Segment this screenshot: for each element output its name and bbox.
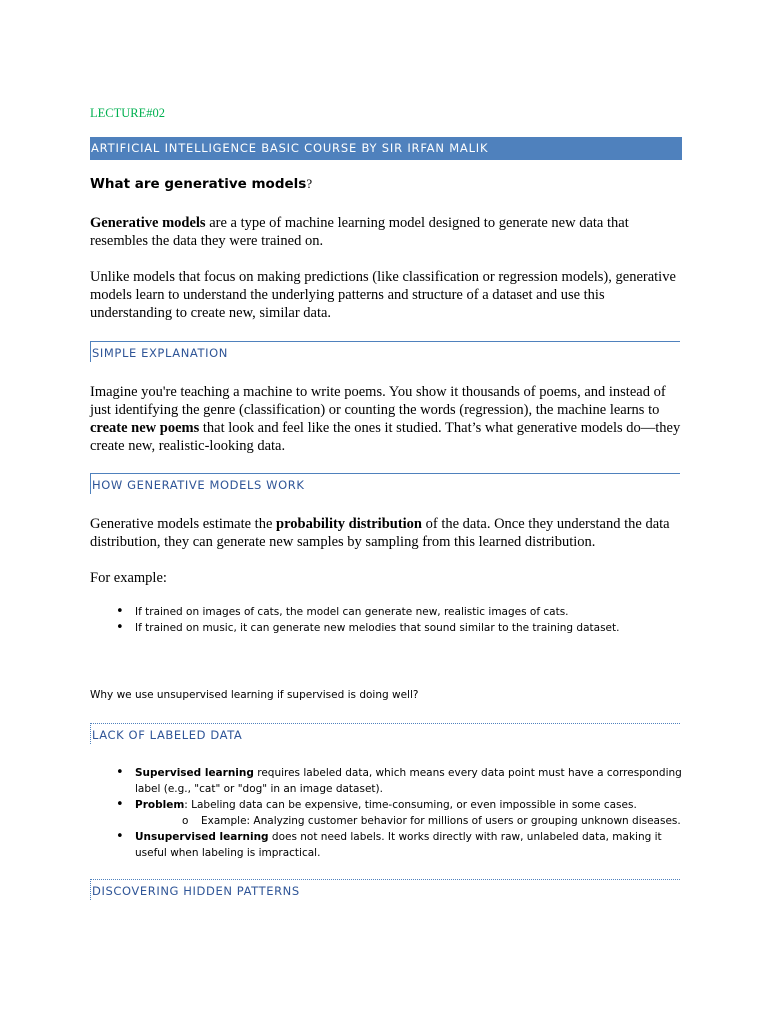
list-item bbox=[90, 797, 682, 813]
bullet-icon: • bbox=[116, 829, 124, 844]
heading-lack-of-labeled-data: LACK OF LABELED DATA bbox=[90, 723, 680, 744]
bullet-icon: • bbox=[116, 604, 124, 619]
list-item-text: : Labeling data can be expensive, time-consuming, or even impossible in some cases. bbox=[184, 799, 637, 811]
bold-term: Generative models bbox=[90, 215, 206, 231]
section-title-text: What are generative models bbox=[90, 176, 307, 192]
why-question: Why we use unsupervised learning if supervised is doing well? bbox=[90, 689, 419, 701]
intro-paragraph-1 bbox=[90, 214, 682, 250]
bullet-icon: • bbox=[116, 620, 124, 635]
list-item-text: Example: Analyzing customer behavior for millions of users or grouping unknown diseases. bbox=[201, 815, 681, 827]
bold-term: probability distribution bbox=[276, 516, 422, 532]
bold-term: Supervised learning bbox=[135, 767, 254, 779]
list-item-text: If trained on images of cats, the model can generate new, realistic images of cats. bbox=[135, 606, 569, 618]
bullet-icon: • bbox=[116, 797, 124, 812]
list-item bbox=[90, 604, 682, 620]
list-item bbox=[90, 829, 682, 861]
paragraph-text: are a type of machine learning model designed to generate new data that resembles the data they were trained on. bbox=[90, 215, 629, 249]
section-title-qmark: ? bbox=[306, 176, 313, 191]
heading-simple-explanation: SIMPLE EXPLANATION bbox=[90, 341, 680, 362]
heading-how-generative-models-work: HOW GENERATIVE MODELS WORK bbox=[90, 473, 680, 494]
intro-paragraph-2: Unlike models that focus on making predictions (like classification or regression models), generative models learn to understand the underlying patterns and structure of a dataset and use this understanding to create new, similar data. bbox=[90, 269, 676, 321]
for-example-text: For example: bbox=[90, 570, 167, 586]
paragraph-text: Imagine you're teaching a machine to write poems. You show it thousands of poems, and instead of just identifying the genre (classification) or counting the words (regression), the machine learns to bbox=[90, 384, 666, 418]
sub-list-item bbox=[90, 813, 682, 829]
lack-bullet-list bbox=[90, 765, 682, 861]
simple-paragraph bbox=[90, 383, 682, 455]
circle-bullet-icon: o bbox=[182, 815, 189, 827]
bold-term: Problem bbox=[135, 799, 185, 811]
paragraph-text: that look and feel like the ones it studied. That’s what generative models do—they create new, realistic-looking data. bbox=[90, 420, 681, 454]
lecture-label: LECTURE#02 bbox=[90, 106, 165, 120]
bold-term: Unsupervised learning bbox=[135, 831, 269, 843]
list-item bbox=[90, 620, 682, 636]
how-paragraph bbox=[90, 515, 682, 551]
heading-discovering-hidden-patterns: DISCOVERING HIDDEN PATTERNS bbox=[90, 879, 680, 900]
bold-term: create new poems bbox=[90, 420, 200, 436]
paragraph-text: of the data. Once they understand the data distribution, they can generate new samples by sampling from this learned distribution. bbox=[90, 516, 670, 550]
example-bullet-list bbox=[90, 604, 682, 636]
list-item-text: If trained on music, it can generate new melodies that sound similar to the training dataset. bbox=[135, 622, 620, 634]
list-item bbox=[90, 765, 682, 797]
section-title bbox=[90, 176, 312, 192]
list-item-text: does not need labels. It works directly with raw, unlabeled data, making it useful when labeling is impractical. bbox=[135, 831, 662, 859]
course-title-banner: ARTIFICIAL INTELLIGENCE BASIC COURSE BY SIR IRFAN MALIK bbox=[90, 137, 682, 160]
bullet-icon: • bbox=[116, 765, 124, 780]
paragraph-text: Generative models estimate the bbox=[90, 516, 277, 532]
list-item-text: requires labeled data, which means every data point must have a corresponding label (e.g., "cat" or "dog" in an image dataset). bbox=[135, 767, 682, 795]
